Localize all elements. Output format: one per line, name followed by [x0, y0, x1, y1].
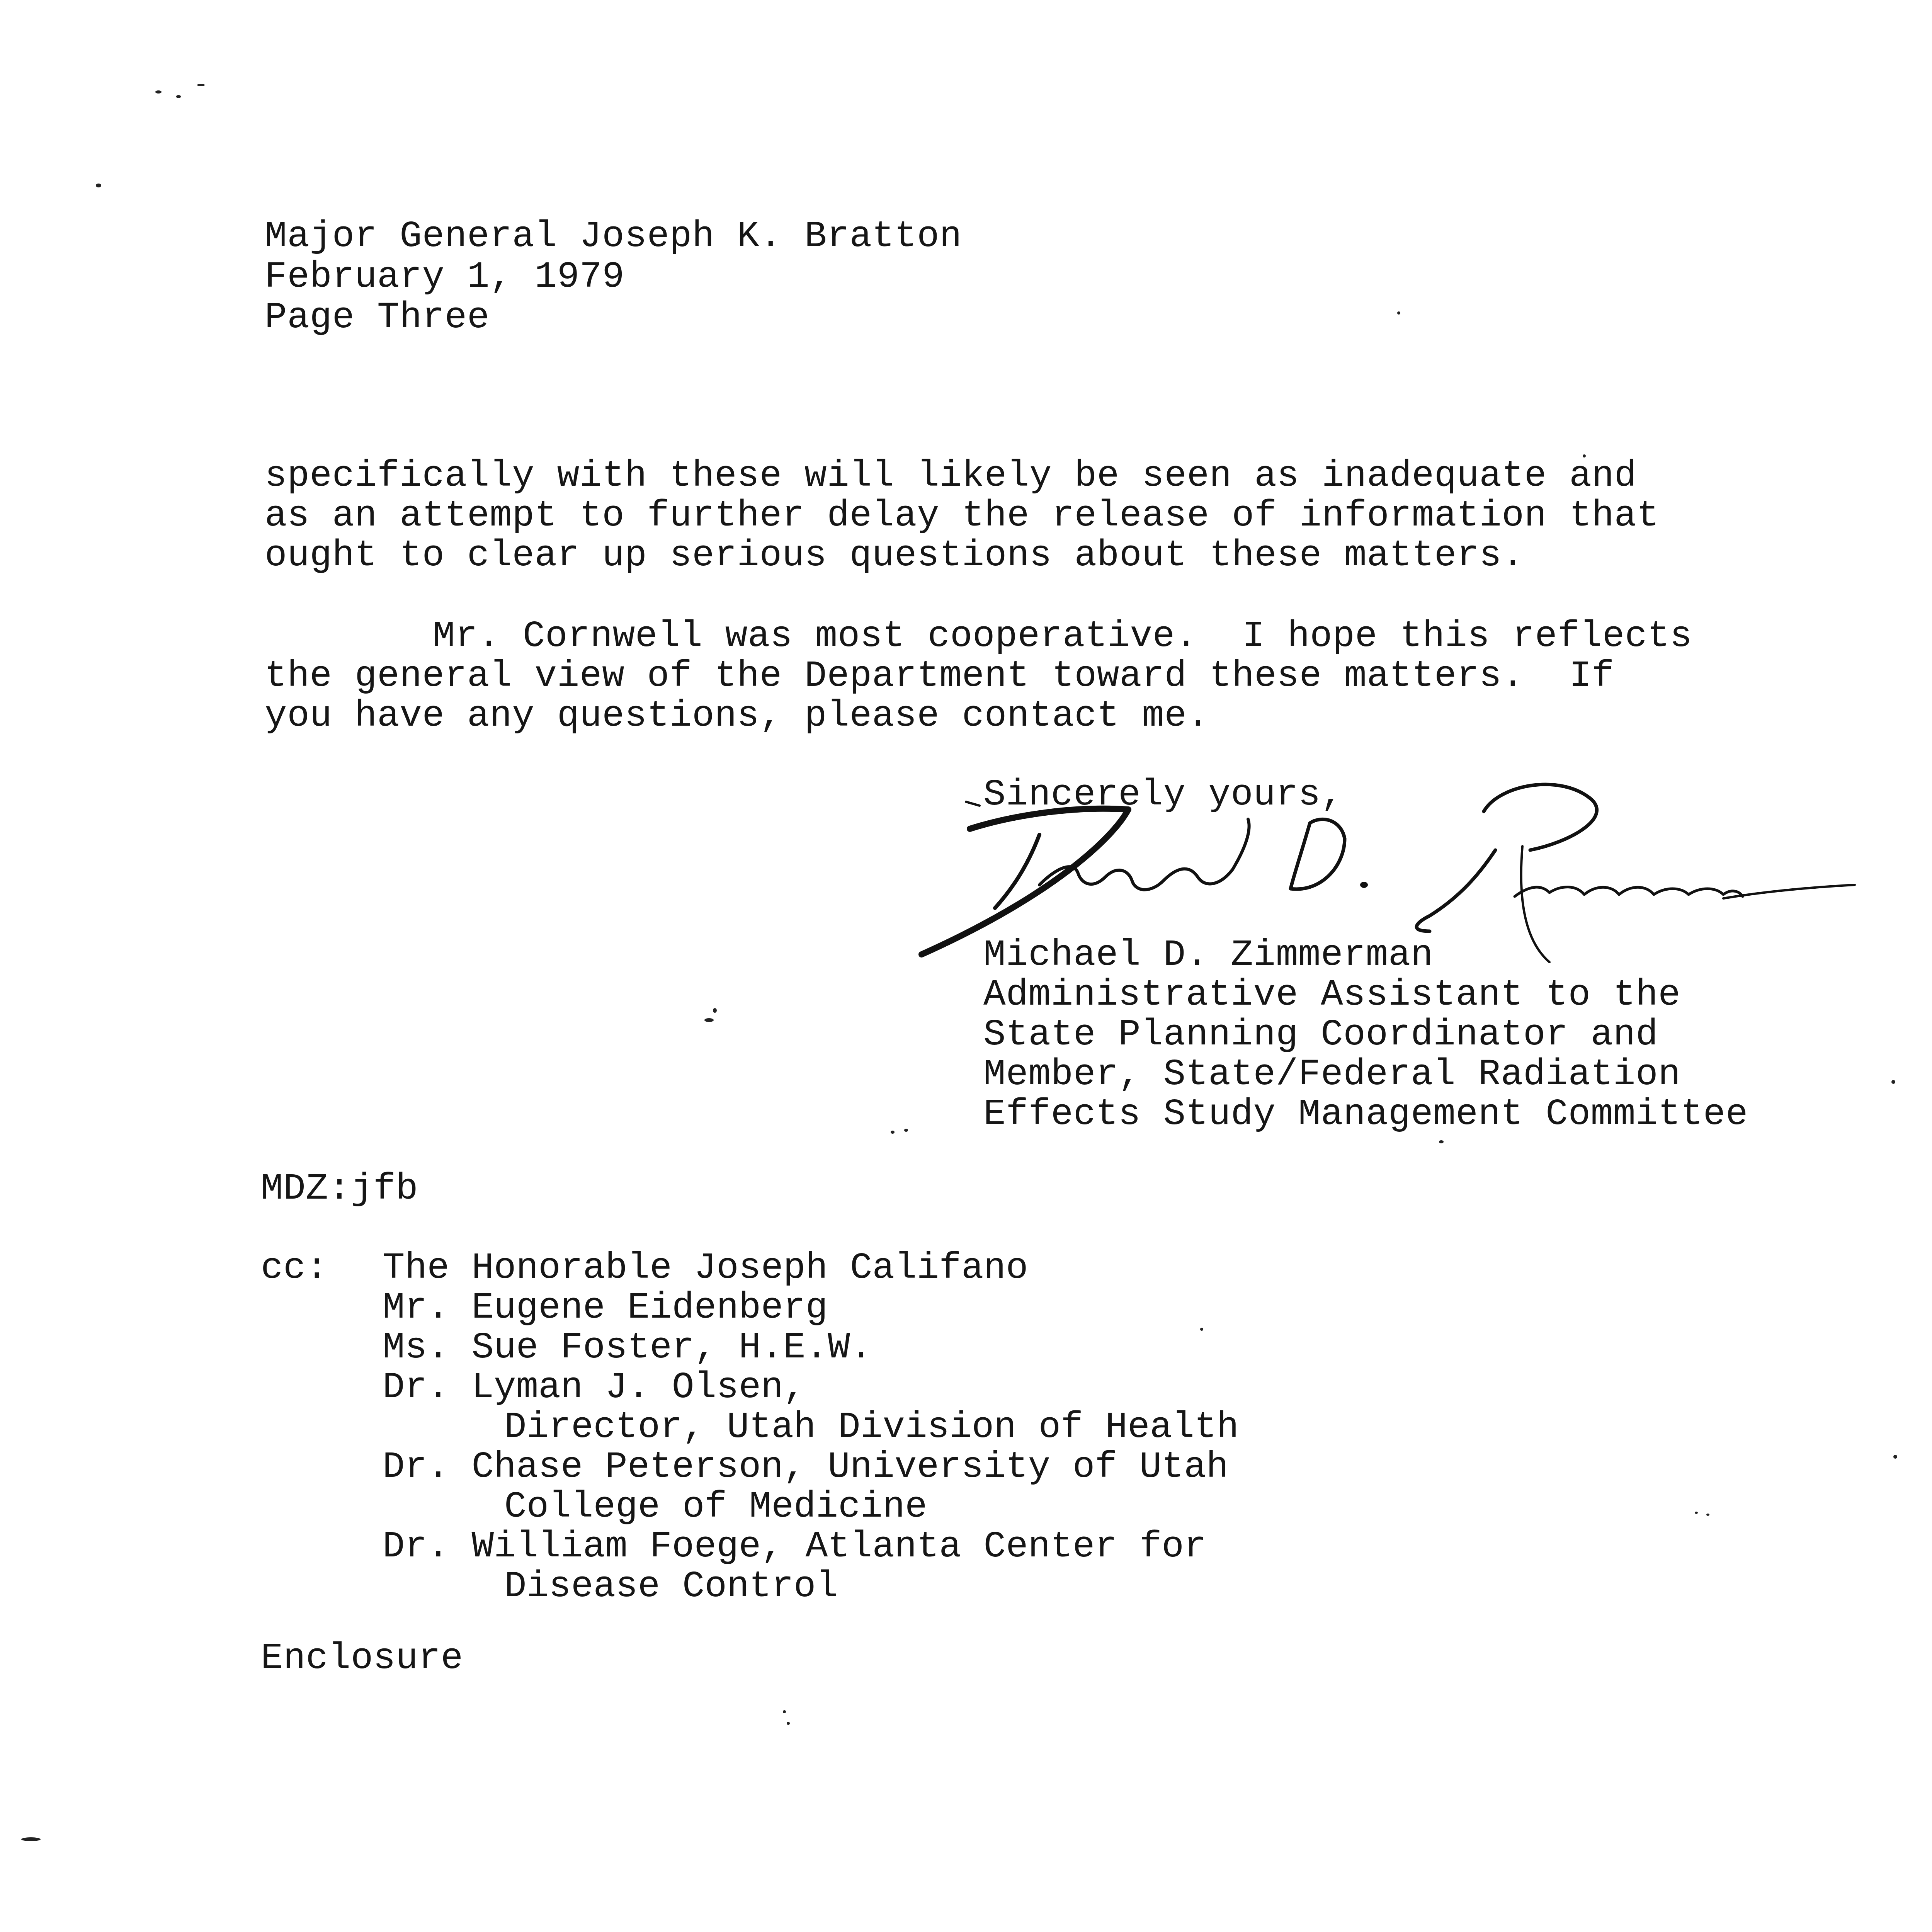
enclosure-note: Enclosure [261, 1637, 463, 1679]
signer-name: Michael D. Zimmerman [983, 934, 1434, 976]
paragraph2-line3: you have any questions, please contact me. [265, 695, 1209, 737]
paragraph2-line2: the general view of the Department toward these matters. If [265, 655, 1614, 697]
signer-title-line2: State Planning Coordinator and [983, 1014, 1658, 1056]
paragraph2-line1: Mr. Cornwell was most cooperative. I hope this reflects [433, 615, 1692, 657]
paragraph1-line2: as an attempt to further delay the release of information that [265, 495, 1659, 537]
typist-initials: MDZ:jfb [261, 1168, 418, 1210]
header-page: Page Three [265, 296, 490, 338]
signer-title-line4: Effects Study Management Committee [983, 1093, 1748, 1135]
cc-recipient: Mr. Eugene Eidenberg [383, 1287, 828, 1329]
paragraph1-line1: specifically with these will likely be seen as inadequate and [265, 455, 1637, 497]
header-recipient: Major General Joseph K. Bratton [265, 215, 962, 257]
paragraph1-line3: ought to clear up serious questions about these matters. [265, 534, 1524, 577]
cc-recipient: Dr. Lyman J. Olsen, [383, 1366, 806, 1408]
cc-label: cc: [261, 1247, 328, 1289]
cc-list [383, 1248, 1239, 1606]
signer-title-line1: Administrative Assistant to the [983, 974, 1681, 1016]
cc-recipient: Dr. William Foege, Atlanta Center for [383, 1526, 1206, 1568]
signer-title-line3: Member, State/Federal Radiation [983, 1053, 1681, 1095]
header-date: February 1, 1979 [265, 256, 625, 298]
cc-recipient-continuation: College of Medicine [504, 1486, 927, 1528]
closing-salutation: Sincerely yours, [983, 774, 1344, 816]
cc-recipient: Dr. Chase Peterson, University of Utah [383, 1446, 1229, 1488]
cc-recipient-continuation: Director, Utah Division of Health [504, 1406, 1239, 1448]
cc-recipient: Ms. Sue Foster, H.E.W. [383, 1327, 872, 1369]
cc-recipient-continuation: Disease Control [504, 1565, 838, 1607]
cc-recipient: The Honorable Joseph Califano [383, 1247, 1028, 1289]
